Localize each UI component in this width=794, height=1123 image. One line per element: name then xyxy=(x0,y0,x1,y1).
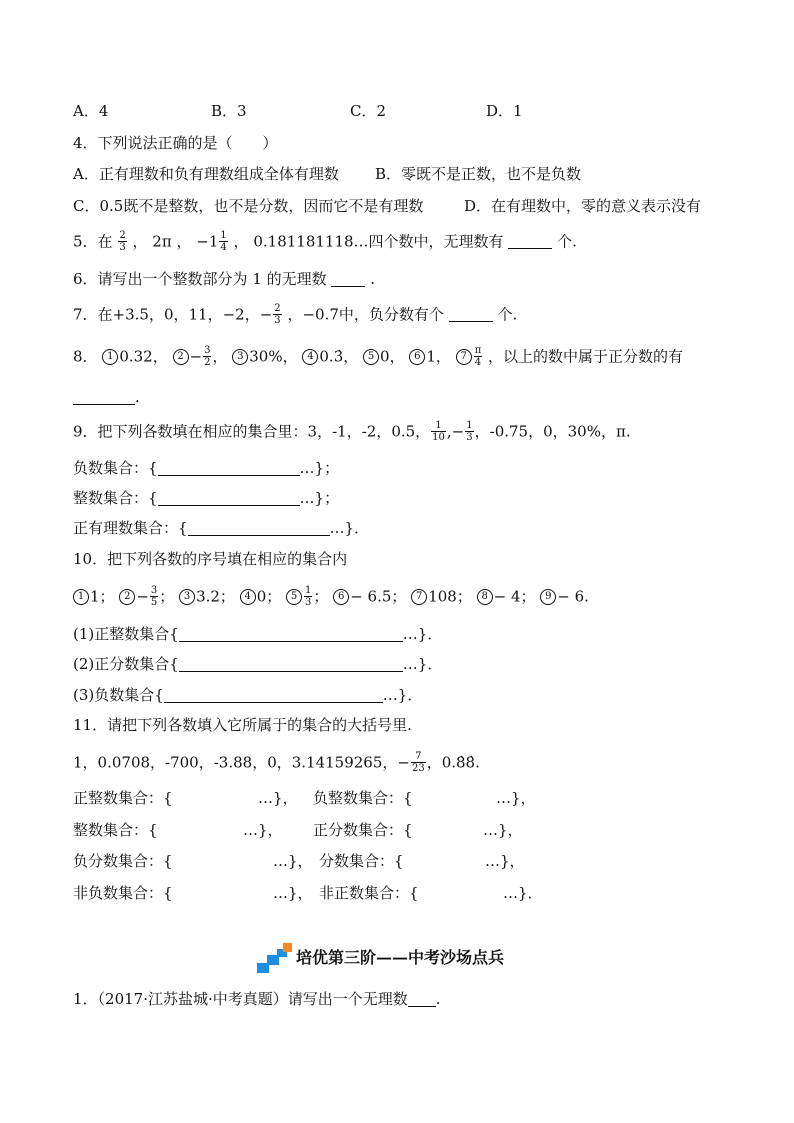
q10-value-1: 1； xyxy=(90,587,115,606)
q9-neg-label: 负数集合：{ xyxy=(73,459,158,477)
q10-value-9: − 6. xyxy=(557,587,589,606)
q11-r4-close-2: …}． xyxy=(503,884,543,902)
q5-f1-den: 3 xyxy=(119,242,126,253)
q5-sep-2: ， xyxy=(176,232,192,251)
q9-neg-close: …}； xyxy=(299,459,340,477)
q11-row-4 xyxy=(73,883,723,903)
q10-fraction-5 xyxy=(304,585,312,608)
q8-tail: ，以上的数中属于正分数的有 xyxy=(488,347,684,366)
q9-integer-set xyxy=(73,487,339,508)
q10-s2-close: …}． xyxy=(402,655,443,673)
q8-value-2-pre: − xyxy=(189,347,203,366)
q10-value-8: − 4； xyxy=(493,587,536,606)
q5-term-3-pre: −1 xyxy=(196,232,219,251)
q11-r3-label-2: 分数集合：{ xyxy=(319,852,404,870)
q10-circle-5: 5 xyxy=(286,589,302,605)
q11-stem: 11．请把下列各数填入它所属于的集合的大括号里. xyxy=(73,716,412,734)
q5-f1-num: 2 xyxy=(119,230,126,241)
q8-value-2-post: ， xyxy=(212,347,228,366)
q5 xyxy=(73,230,577,253)
q9-stem-pre: 9．把下列各数填在相应的集合里：3，-1，-2，0.5， xyxy=(73,422,431,441)
q5-sep-1: ， xyxy=(132,232,148,251)
q10-set-3 xyxy=(73,684,422,705)
q4-row2 xyxy=(73,196,723,216)
q10-value-6: − 6.5； xyxy=(350,587,407,606)
q3-option-b: B．3 xyxy=(211,102,247,120)
q10-items xyxy=(73,585,589,608)
q5-fraction-3 xyxy=(219,230,227,253)
q10-value-2-post: ； xyxy=(159,587,175,606)
q11-row-1 xyxy=(73,788,723,808)
q10-value-5-post: ； xyxy=(313,587,329,606)
q9-f1-den: 10 xyxy=(432,432,445,443)
q7-suffix: 个. xyxy=(497,305,518,324)
q10-s1-blank[interactable] xyxy=(179,627,403,642)
s1-answer-blank[interactable] xyxy=(408,992,436,1007)
q9-stem-post: ，-0.75，0，30%，π. xyxy=(474,422,631,441)
q10-circle-8: 8 xyxy=(477,589,493,605)
q8-end: . xyxy=(135,388,140,406)
s1-text: 1．（2017·江苏盐城·中考真题）请写出一个无理数 xyxy=(73,990,408,1008)
q11-nums-post: ，0.8̇8̇. xyxy=(426,753,480,772)
q10-s1-label: (1)正整数集合{ xyxy=(73,625,179,643)
q10-stem: 10．把下列各数的序号填在相应的集合内 xyxy=(73,550,348,568)
q8-f2-den: 2 xyxy=(204,357,211,368)
q10-set-2 xyxy=(73,653,442,674)
q11-r4-label-2: 非正数集合：{ xyxy=(319,884,419,902)
q11-r2-label: 整数集合：{ xyxy=(73,821,158,839)
q10-s2-blank[interactable] xyxy=(179,657,403,672)
q9-f2-den: 3 xyxy=(466,432,473,443)
q3-option-d: D．1 xyxy=(486,102,523,120)
q7 xyxy=(73,303,517,326)
q9-pos-blank[interactable] xyxy=(188,521,330,536)
q10-s1-close: …}． xyxy=(402,625,443,643)
q6-suffix: . xyxy=(370,270,375,288)
q11-r2-label-2: 正分数集合：{ xyxy=(313,821,413,839)
q3-options xyxy=(73,101,723,121)
q9-pos-close: …}． xyxy=(329,519,370,537)
q10-s3-label: (3)负数集合{ xyxy=(73,686,164,704)
q10-f5-den: 3 xyxy=(305,597,312,608)
q11-f-num: 7 xyxy=(411,751,426,763)
q10-circle-9: 9 xyxy=(540,589,556,605)
q11-r2-close: …}， xyxy=(243,821,283,839)
q11-row-2 xyxy=(73,820,723,840)
q8-circle-1: 1 xyxy=(102,349,118,365)
q8-value-4: 0.3̇， xyxy=(319,347,359,366)
q9-fraction-1 xyxy=(431,420,446,443)
q6-answer-blank[interactable] xyxy=(331,272,365,287)
q11-numbers xyxy=(73,751,480,774)
q11-r3-close-2: …}， xyxy=(485,852,525,870)
q8-value-3: 30%， xyxy=(249,347,298,366)
q11-nums-pre: 1，0.0708，-700，-3.88，0，3.14159265，− xyxy=(73,753,410,772)
q10-circle-2: 2 xyxy=(119,589,135,605)
section-stairs-icon xyxy=(255,941,295,975)
q8-answer-line xyxy=(73,386,140,407)
q9-stem xyxy=(73,420,631,443)
q8-circle-7: 7 xyxy=(456,349,472,365)
q3-option-a: A．4 xyxy=(73,102,109,120)
q6-text: 6．请写出一个整数部分为 1 的无理数 xyxy=(73,270,327,288)
q8-fraction-7 xyxy=(474,345,483,368)
q5-suffix: 个. xyxy=(557,232,577,251)
q5-prefix: 5．在 xyxy=(73,232,113,251)
q9-negative-set xyxy=(73,457,339,478)
q5-f3-num: 1 xyxy=(220,230,227,241)
q10-circle-4: 4 xyxy=(240,589,256,605)
q5-term-4: 0.181181118…四个数中，无理数有 xyxy=(253,232,504,251)
q8-value-6: 1， xyxy=(426,347,451,366)
q8-f7-den: 4 xyxy=(474,357,482,368)
q10-fraction-2 xyxy=(150,585,158,608)
section-title: 培优第三阶——中考沙场点兵 xyxy=(296,948,505,967)
q11-r1-close-2: …}， xyxy=(496,789,536,807)
q11-r1-label: 正整数集合：{ xyxy=(73,789,173,807)
q8-prefix: 8． xyxy=(73,347,98,366)
q5-fraction-1 xyxy=(118,230,126,253)
q7-mid: ，−0.7中，负分数有个 xyxy=(287,305,444,324)
q9-f2-num: 1 xyxy=(466,420,473,431)
q9-int-label: 整数集合：{ xyxy=(73,489,158,507)
q9-int-close: …}； xyxy=(299,489,340,507)
q11-r4-label: 非负数集合：{ xyxy=(73,884,173,902)
q5-f3-den: 4 xyxy=(220,242,227,253)
q10-value-3: 3.2； xyxy=(196,587,235,606)
q9-positive-rational-set xyxy=(73,517,369,538)
q10-s3-blank[interactable] xyxy=(164,688,383,703)
q8-circle-6: 6 xyxy=(409,349,425,365)
q10-circle-7: 7 xyxy=(411,589,427,605)
q8-value-1: 0.32， xyxy=(119,347,168,366)
q6 xyxy=(73,268,375,289)
q11-r4-close: …}， xyxy=(273,884,313,902)
q9-int-blank[interactable] xyxy=(158,491,300,506)
q8-fraction-2 xyxy=(203,345,211,368)
q4-option-b: B．零既不是正数，也不是负数 xyxy=(375,165,582,183)
s1-suffix: . xyxy=(435,990,441,1008)
q8-f7-num: π xyxy=(474,345,482,356)
q9-pos-label: 正有理数集合：{ xyxy=(73,519,188,537)
q11-row-3 xyxy=(73,851,723,871)
q4-option-a: A．正有理数和负有理数组成全体有理数 xyxy=(73,165,339,183)
q11-fraction xyxy=(411,751,426,774)
q11-r3-label: 负分数集合：{ xyxy=(73,852,173,870)
q8-circle-4: 4 xyxy=(302,349,318,365)
q8-f2-num: 3 xyxy=(204,345,211,356)
q5-answer-blank[interactable] xyxy=(508,234,552,249)
q10-value-2-pre: − xyxy=(136,587,149,606)
q10-circle-3: 3 xyxy=(179,589,195,605)
q4-option-d: D．在有理数中，零的意义表示没有 xyxy=(464,197,702,215)
q10-f5-num: 1 xyxy=(305,585,312,596)
q5-term-2: 2π xyxy=(152,232,172,251)
q8-circle-5: 5 xyxy=(363,349,379,365)
q7-answer-blank[interactable] xyxy=(449,307,493,322)
q9-fraction-2 xyxy=(465,420,473,443)
q11-r1-close: …}， xyxy=(258,789,298,807)
q7-f-num: 2 xyxy=(274,303,281,314)
q7-fraction xyxy=(273,303,281,326)
q10-s2-label: (2)正分数集合{ xyxy=(73,655,179,673)
q11-r1-label-2: 负整数集合：{ xyxy=(313,789,413,807)
q7-f-den: 3 xyxy=(274,315,281,326)
q11-r3-close: …}， xyxy=(273,852,313,870)
q8 xyxy=(73,345,683,368)
q8-answer-blank[interactable] xyxy=(73,390,135,405)
q9-f1-num: 1 xyxy=(431,420,446,432)
q9-mid: ,− xyxy=(446,422,465,441)
q4-row1 xyxy=(73,164,723,184)
q10-circle-1: 1 xyxy=(73,589,89,605)
q3-option-c: C．2 xyxy=(350,102,387,120)
q10-set-1 xyxy=(73,623,442,644)
q4-option-c: C．0.5既不是整数，也不是分数，因而它不是有理数 xyxy=(73,197,424,215)
q10-value-4: 0； xyxy=(256,587,282,606)
q10-circle-6: 6 xyxy=(333,589,349,605)
q10-f2-den: 5 xyxy=(150,597,158,608)
q7-prefix: 7．在+3.5，0，11，−2，− xyxy=(73,305,273,324)
q8-circle-3: 3 xyxy=(232,349,248,365)
q8-circle-2: 2 xyxy=(173,349,189,365)
q11-f-den: 23 xyxy=(411,763,425,774)
q4-stem: 4．下列说法正确的是（ ） xyxy=(73,134,278,152)
q9-neg-blank[interactable] xyxy=(158,461,300,476)
q10-value-7: 108； xyxy=(428,587,472,606)
q11-r2-close-2: …}， xyxy=(483,821,523,839)
q8-value-5: 0， xyxy=(380,347,405,366)
q5-sep-3: ， xyxy=(233,232,249,251)
q10-f2-num: 3 xyxy=(150,585,158,596)
q10-s3-close: …}． xyxy=(382,686,423,704)
s1-question xyxy=(73,988,441,1009)
